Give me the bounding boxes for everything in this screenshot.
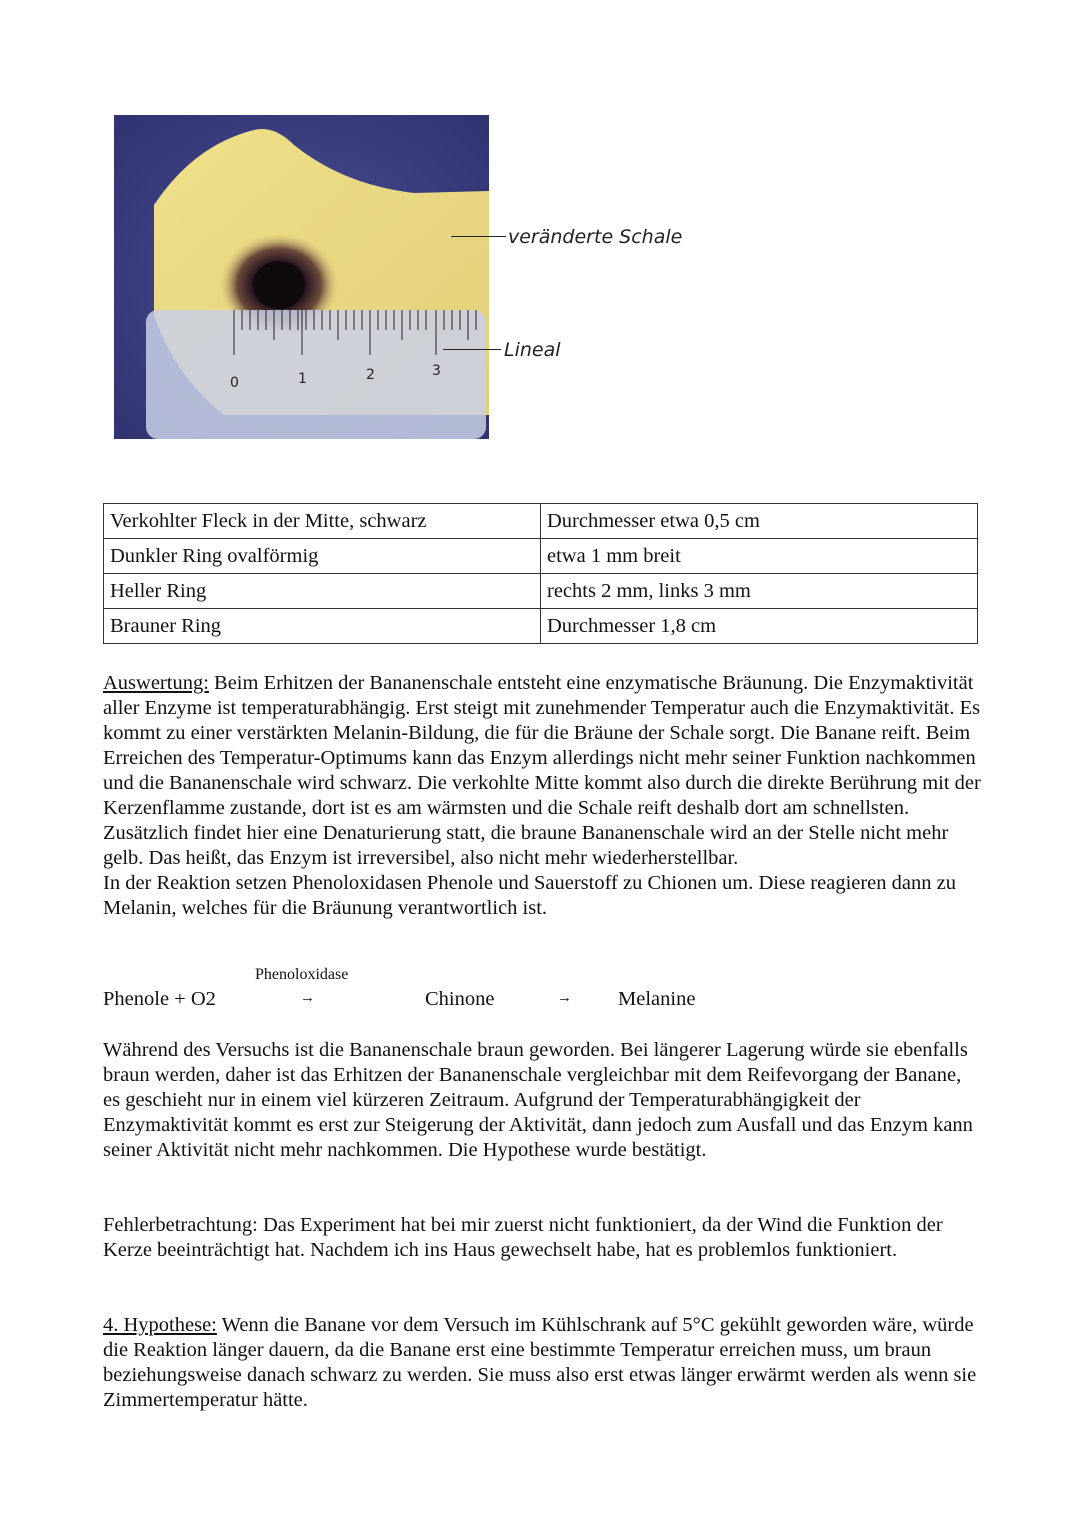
table-row	[104, 609, 978, 644]
banana-photo	[114, 115, 489, 439]
hypothese-paragraph	[103, 1313, 983, 1413]
svg-text:0: 0	[230, 375, 239, 391]
observation-table	[103, 503, 978, 644]
table-cell: rechts 2 mm, links 3 mm	[541, 574, 978, 609]
equation-reactants: Phenole + O2	[103, 988, 216, 1010]
equation-enzyme: Phenoloxidase	[255, 966, 349, 983]
auswertung-heading: Auswertung:	[103, 672, 209, 694]
equation-arrow-1: →	[300, 990, 315, 1006]
svg-text:2: 2	[366, 367, 375, 383]
fehlerbetrachtung-paragraph: Fehlerbetrachtung: Das Experiment hat bei mir zuerst nicht funktioniert, da der Wind die Funktion der Kerze beeinträchtigt hat. Nachdem ich ins Haus gewechselt habe, hat es problemlos funktioniert.	[103, 1214, 943, 1261]
hypothese-text: Wenn die Banane vor dem Versuch im Kühlschrank auf 5°C gekühlt geworden wäre, würde die Reaktion länger dauern, da die Banane erst eine bestimmte Temperatur erreichen muss, um braun beziehungsweise danach schwarz zu werden. Sie muss also erst etwas länger erwärmt werden als wenn sie Zimmertemperatur hätte.	[103, 1314, 977, 1411]
versuch-paragraph: Während des Versuchs ist die Bananenschale braun geworden. Bei längerer Lagerung würde sie ebenfalls braun werden, daher ist das Erhitzen der Bananenschale vergleichbar mit dem Reifevorgang der Banane, es geschieht nur in einem viel kürzeren Zeitraum. Aufgrund der Temperaturabhängigkeit der Enzymaktivität kommt es erst zur Steigerung der Aktivität, dann jedoch zum Ausfall und das Enzym kann seiner Aktivität nicht mehr nachkommen. Die Hypothese wurde bestätigt.	[103, 1039, 973, 1161]
svg-text:3: 3	[432, 363, 441, 379]
table-cell: Dunkler Ring ovalförmig	[104, 539, 541, 574]
equation-arrow-2: →	[557, 990, 572, 1006]
annotation-lineal: Lineal	[504, 339, 561, 361]
annotation-schale: veränderte Schale	[508, 226, 683, 248]
auswertung-paragraph-2: In der Reaktion setzen Phenoloxidasen Phenole und Sauerstoff zu Chionen um. Diese reagieren dann zu Melanin, welches für die Bräunung verantwortlich ist.	[103, 872, 956, 919]
table-cell: Brauner Ring	[104, 609, 541, 644]
annotation-line-lineal	[443, 349, 501, 350]
table-cell: Durchmesser etwa 0,5 cm	[541, 504, 978, 539]
table-cell: Durchmesser 1,8 cm	[541, 609, 978, 644]
hypothese-heading: 4. Hypothese:	[103, 1314, 217, 1336]
auswertung-text: Beim Erhitzen der Bananenschale entsteht eine enzymatische Bräunung. Die Enzymaktivität aller Enzyme ist temperaturabhängig. Erst steigt mit zunehmender Temperatur auch die Enzymaktivität. Es kommt zu einer verstärkten Melanin-Bildung, die für die Bräune der Schale sorgt. Die Banane reift. Beim Erreichen des Temperatur-Optimums kann das Enzym allerdings nicht mehr seiner Funktion nachkommen und die Bananenschale wird schwarz. Die verkohlte Mitte kommt also durch die direkte Berührung mit der Kerzenflamme zustande, dort ist es am wärmsten und die Schale reift deshalb dort am schnellsten. Zusätzlich findet hier eine Denaturierung statt, die braune Bananenschale wird an der Stelle nicht mehr gelb. Das heißt, das Enzym ist irreversibel, also nicht mehr wiederherstellbar.	[103, 672, 981, 869]
table-row	[104, 539, 978, 574]
annotation-line-schale	[451, 236, 506, 237]
table-row	[104, 504, 978, 539]
equation-intermediate: Chinone	[425, 988, 495, 1010]
hypothese-section	[103, 1313, 983, 1413]
table-cell: etwa 1 mm breit	[541, 539, 978, 574]
auswertung-section	[103, 671, 983, 921]
svg-text:1: 1	[298, 371, 307, 387]
table-row	[104, 574, 978, 609]
equation-product: Melanine	[618, 988, 696, 1010]
table-cell: Heller Ring	[104, 574, 541, 609]
auswertung-paragraph	[103, 671, 983, 871]
table-cell: Verkohlter Fleck in der Mitte, schwarz	[104, 504, 541, 539]
